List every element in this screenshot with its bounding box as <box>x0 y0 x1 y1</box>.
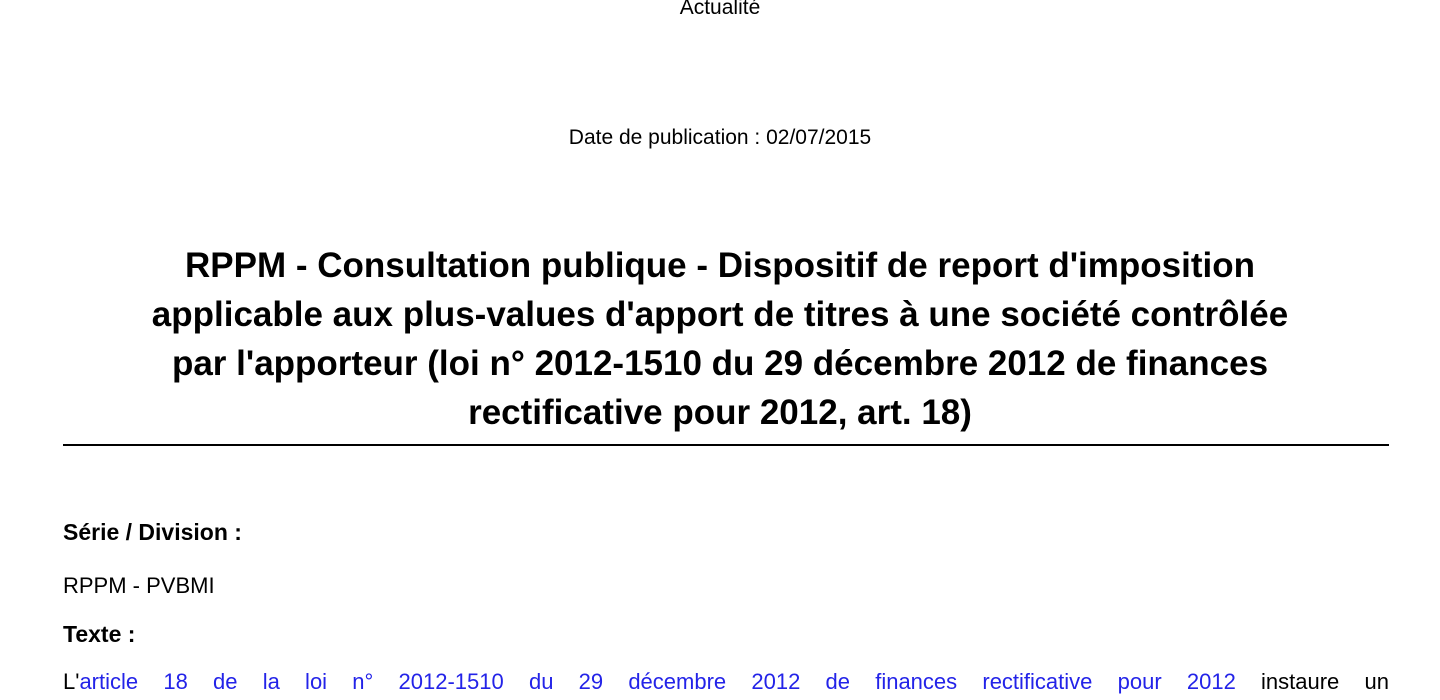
texte-label: Texte : <box>63 621 136 647</box>
section-label: Actualité <box>679 0 761 19</box>
serie-division-label: Série / Division : <box>63 519 242 545</box>
title-divider <box>63 444 1389 446</box>
body-suffix: instaure un <box>1235 669 1389 694</box>
body-prefix: L' <box>63 669 80 694</box>
publication-date: Date de publication : 02/07/2015 <box>568 126 872 149</box>
document-title: RPPM - Consultation publique - Dispositif de report d'imposition applicable aux plus-values d'apport de titres à une société contrôlée par l'apporteur (loi n° 2012-1510 du 29 décembre 2012 de finances rectificative pour 2012, art. 18) <box>151 246 1289 432</box>
serie-division-value: RPPM - PVBMI <box>63 573 215 598</box>
law-article-link[interactable]: article 18 de la loi n° 2012-1510 du 29 décembre 2012 de finances rectificative pour 2012 <box>79 669 1236 694</box>
body-paragraph <box>63 667 1389 697</box>
